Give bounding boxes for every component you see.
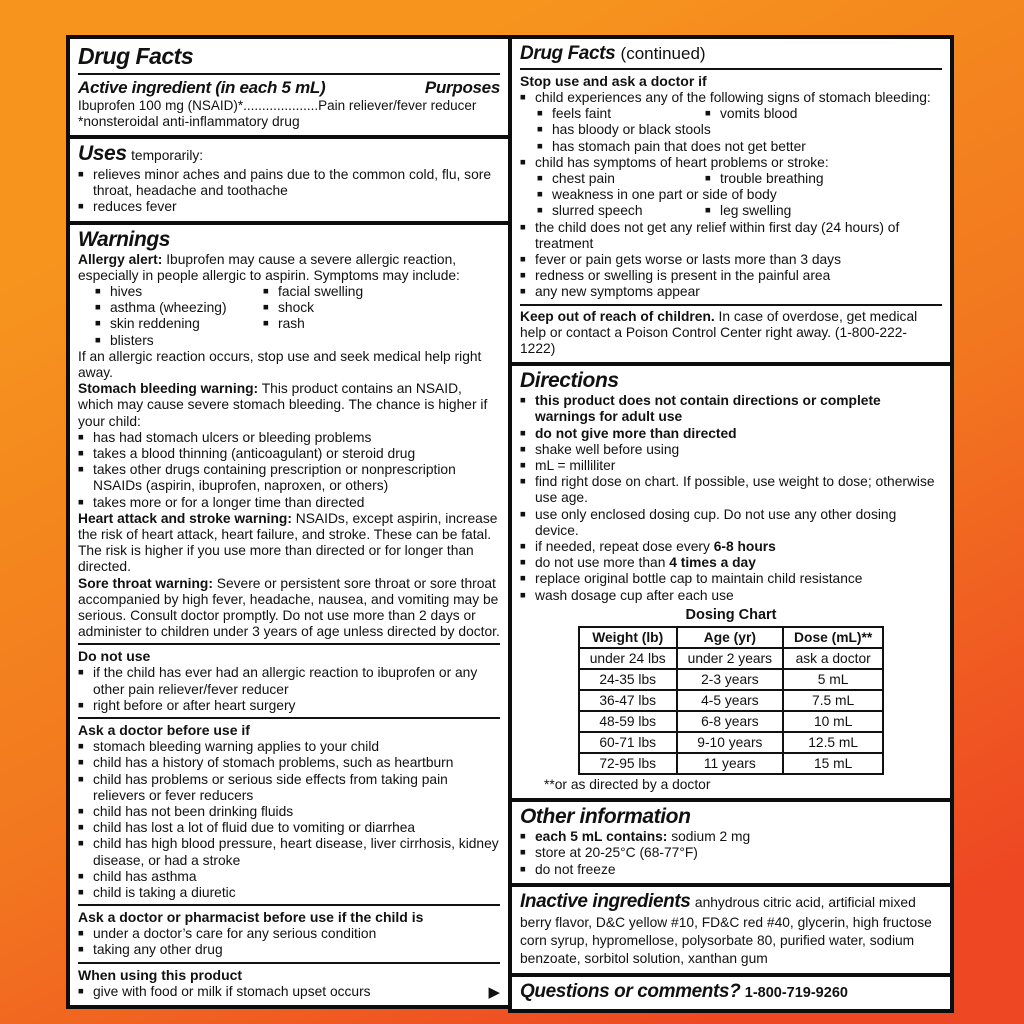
- list-item-text: use only enclosed dosing cup. Do not use any other dosing device.: [535, 506, 897, 538]
- section-uses: [66, 135, 512, 225]
- section-inactive-ingredients: [508, 883, 954, 977]
- list-item-text: do not use more than 4 times a day: [535, 555, 756, 571]
- bullet-square-icon: ■: [520, 395, 526, 407]
- list-item-pair: [95, 316, 500, 332]
- table-cell: 11 years: [677, 753, 783, 774]
- list-item-text: do not freeze: [535, 861, 616, 877]
- list-item: [520, 862, 942, 878]
- table-cell: 15 mL: [783, 753, 883, 774]
- list-item-text: any new symptoms appear: [535, 284, 700, 300]
- ask-doctor-list: [78, 739, 500, 901]
- purposes-heading: Purposes: [424, 78, 500, 97]
- bullet-square-icon: ■: [95, 302, 101, 314]
- active-ingredient-header-row: [78, 78, 500, 98]
- table-cell: 5 mL: [783, 669, 883, 690]
- list-item: [520, 845, 942, 861]
- table-cell: ask a doctor: [783, 648, 883, 669]
- keep-out-of-reach: [520, 309, 942, 358]
- table-cell: 36-47 lbs: [579, 690, 677, 711]
- list-item: [78, 446, 500, 462]
- bullet-square-icon: ■: [537, 124, 543, 136]
- list-item-text: child has symptoms of heart problems or stroke:: [535, 154, 829, 170]
- title-rule: [520, 68, 942, 70]
- paragraph: [78, 511, 500, 576]
- list-item: [537, 106, 705, 122]
- list-item-text: weakness in one part or side of body: [552, 187, 777, 203]
- list-item-text: vomits blood: [720, 106, 798, 122]
- bullet-square-icon: ■: [520, 270, 526, 282]
- list-item-text: takes other drugs containing prescription or nonprescription NSAIDs (aspirin, ibuprofen, naproxen, or others): [93, 462, 456, 494]
- bullet-square-icon: ■: [520, 508, 526, 520]
- list-item-text: taking any other drug: [93, 942, 223, 958]
- list-item: [78, 430, 500, 446]
- list-item-text: shake well before using: [535, 441, 680, 457]
- list-item-text: Allergy alert: Ibuprofen may cause a severe allergic reaction, especially in people allergic to aspirin. Symptoms may include:: [78, 251, 460, 283]
- bullet-square-icon: ■: [78, 464, 84, 476]
- list-item: [78, 836, 500, 868]
- list-item: [520, 555, 942, 571]
- uses-list: [78, 167, 500, 216]
- list-item-text: replace original bottle cap to maintain child resistance: [535, 571, 863, 587]
- ask-doctor-heading: Ask a doctor before use if: [78, 722, 250, 739]
- list-item-text: takes more or for a longer time than directed: [93, 494, 365, 510]
- list-item-text: child has a history of stomach problems, such as heartburn: [93, 755, 454, 771]
- list-item: [78, 665, 500, 697]
- bullet-square-icon: ■: [520, 443, 526, 455]
- list-item: [263, 284, 500, 300]
- list-item-text: if needed, repeat dose every 6-8 hours: [535, 539, 776, 555]
- list-item-pair: [537, 106, 942, 122]
- section-warnings: [66, 221, 512, 1009]
- bullet-square-icon: ■: [78, 757, 84, 769]
- list-item-text: this product does not contain directions or complete warnings for adult use: [535, 393, 881, 425]
- table-cell: 6-8 years: [677, 711, 783, 732]
- list-item-text: facial swelling: [278, 284, 364, 300]
- list-item-text: find right dose on chart. If possible, use weight to dose; otherwise use age.: [535, 474, 935, 506]
- do-not-use-list: [78, 665, 500, 714]
- table-cell: 60-71 lbs: [579, 732, 677, 753]
- table-cell: under 2 years: [677, 648, 783, 669]
- list-item-text: has stomach pain that does not get better: [552, 138, 806, 154]
- bullet-square-icon: ■: [78, 985, 84, 997]
- list-item: [95, 316, 263, 332]
- bullet-square-icon: ■: [78, 870, 84, 882]
- other-information-list: [520, 829, 942, 878]
- section-title-and-active-ingredient: [66, 35, 512, 139]
- list-item-text: right before or after heart surgery: [93, 697, 296, 713]
- bullet-square-icon: ■: [95, 334, 101, 346]
- table-cell: 10 mL: [783, 711, 883, 732]
- bullet-square-icon: ■: [78, 741, 84, 753]
- bullet-square-icon: ■: [78, 886, 84, 898]
- list-item-text: asthma (wheezing): [110, 300, 227, 316]
- bullet-square-icon: ■: [705, 205, 711, 217]
- table-cell: 9-10 years: [677, 732, 783, 753]
- list-item: [78, 739, 500, 755]
- dosing-chart-table: [578, 626, 885, 775]
- list-item: [263, 316, 500, 332]
- bullet-square-icon: ■: [537, 140, 543, 152]
- when-using-heading: When using this product: [78, 966, 243, 983]
- bullet-square-icon: ■: [520, 476, 526, 488]
- table-row: [579, 732, 884, 753]
- list-item-text: leg swelling: [720, 203, 792, 219]
- list-item: [78, 926, 500, 942]
- bullet-square-icon: ■: [520, 863, 526, 875]
- list-item: [520, 220, 942, 252]
- list-item: [78, 495, 500, 511]
- list-item: [78, 755, 500, 771]
- divider-rule: [78, 717, 500, 719]
- list-item-text: has had stomach ulcers or bleeding problems: [93, 429, 372, 445]
- divider-rule: [520, 304, 942, 306]
- bullet-square-icon: ■: [520, 573, 526, 585]
- bullet-square-icon: ■: [520, 831, 526, 843]
- list-item: [95, 284, 263, 300]
- paragraph: [78, 349, 500, 381]
- list-item-text: if the child has ever had an allergic reaction to ibuprofen or any other pain reliever/fever reducer: [93, 665, 478, 697]
- bullet-square-icon: ■: [537, 108, 543, 120]
- bullet-square-icon: ■: [705, 108, 711, 120]
- list-item: [78, 167, 500, 199]
- bullet-square-icon: ■: [520, 847, 526, 859]
- bullet-square-icon: ■: [78, 773, 84, 785]
- bullet-square-icon: ■: [78, 699, 84, 711]
- dot-leader: ....................: [243, 98, 319, 113]
- other-information-heading: Other information: [520, 805, 691, 829]
- bullet-square-icon: ■: [263, 302, 269, 314]
- dosing-chart-footnote: **or as directed by a doctor: [544, 776, 711, 792]
- list-item-text: child is taking a diuretic: [93, 884, 236, 900]
- table-header-cell: Age (yr): [677, 627, 783, 648]
- dosing-chart-title: Dosing Chart: [685, 606, 777, 623]
- list-item-text: do not give more than directed: [535, 425, 737, 441]
- list-item-text: rash: [278, 316, 305, 332]
- list-item-pair: [537, 203, 942, 219]
- stop-use-heading: Stop use and ask a doctor if: [520, 73, 707, 89]
- list-item-text: shock: [278, 300, 315, 316]
- uses-heading: Uses: [78, 142, 127, 165]
- list-item: [520, 284, 942, 300]
- list-item: [520, 458, 942, 474]
- list-item-text: If an allergic reaction occurs, stop use and seek medical help right away.: [78, 348, 482, 381]
- bullet-square-icon: ■: [263, 286, 269, 298]
- list-item-text: child has asthma: [93, 868, 197, 884]
- list-item: [705, 106, 942, 122]
- list-item: [520, 829, 942, 845]
- bullet-square-icon: ■: [78, 822, 84, 834]
- questions-phone-number: 1-800-719-9260: [744, 984, 848, 1001]
- paragraph: [78, 576, 500, 641]
- list-item: [78, 885, 500, 901]
- section-questions: [508, 973, 954, 1013]
- list-item-text: child experiences any of the following signs of stomach bleeding:: [535, 90, 931, 105]
- list-item: [520, 426, 942, 442]
- bullet-square-icon: ■: [537, 173, 543, 185]
- active-ingredient-heading: Active ingredient (in each 5 mL): [78, 78, 326, 97]
- list-item: [520, 539, 942, 555]
- list-item-text: feels faint: [552, 106, 612, 122]
- table-cell: 7.5 mL: [783, 690, 883, 711]
- table-cell: 4-5 years: [677, 690, 783, 711]
- list-item: [520, 393, 942, 425]
- list-item-text: has bloody or black stools: [552, 122, 711, 138]
- divider-rule: [78, 962, 500, 964]
- continued-arrow-icon: ▶: [488, 983, 500, 1001]
- list-item-text: takes a blood thinning (anticoagulant) or steroid drug: [93, 446, 416, 462]
- list-item: [263, 300, 500, 316]
- bullet-square-icon: ■: [78, 169, 84, 180]
- bullet-square-icon: ■: [520, 541, 526, 553]
- list-item-text: mL = milliliter: [535, 458, 616, 474]
- bullet-square-icon: ■: [520, 221, 526, 233]
- list-item: [520, 588, 942, 604]
- bullet-square-icon: ■: [520, 254, 526, 266]
- directions-heading: Directions: [520, 369, 619, 393]
- table-row: [579, 669, 884, 690]
- inactive-ingredients-text: anhydrous citric acid, artificial mixed berry flavor, D&C yellow #10, FD&C red #40, glycerin, high fructose corn syrup, hypromellose, polysorbate 80, purified water, sodium benzoate, sorbitol solution, xanthan gum: [520, 894, 932, 966]
- list-item: [537, 122, 942, 138]
- table-row: [579, 753, 884, 774]
- list-item-text: store at 20-25°C (68-77°F): [535, 845, 698, 861]
- bullet-square-icon: ■: [705, 173, 711, 185]
- list-item: [78, 772, 500, 804]
- list-item: [520, 268, 942, 284]
- list-item: [78, 942, 500, 958]
- list-item-text: give with food or milk if stomach upset occurs: [93, 983, 371, 999]
- drug-facts-label: [66, 35, 958, 1002]
- bullet-square-icon: ■: [78, 928, 84, 940]
- table-cell: under 24 lbs: [579, 648, 677, 669]
- bullet-square-icon: ■: [520, 92, 526, 103]
- do-not-use-heading: Do not use: [78, 648, 151, 665]
- list-item: [705, 203, 942, 219]
- list-item-text: wash dosage cup after each use: [535, 587, 734, 603]
- list-item-text: stomach bleeding warning applies to your child: [93, 739, 380, 755]
- list-item: [520, 252, 942, 268]
- list-item-pair: [95, 284, 500, 300]
- uses-heading-row: [78, 142, 500, 166]
- bullet-square-icon: ■: [78, 201, 84, 213]
- divider-rule: [78, 643, 500, 645]
- section-other-information: [508, 798, 954, 887]
- list-item: [520, 155, 942, 171]
- table-row: [579, 648, 884, 669]
- list-item-text: Heart attack and stroke warning: NSAIDs, except aspirin, increase the risk of heart attack, heart failure, and stroke. These can be fatal. The risk is higher if you use more than directed or for longer than directed.: [78, 510, 498, 575]
- title-rule: [78, 73, 500, 75]
- list-item-text: fever or pain gets worse or lasts more than 3 days: [535, 252, 841, 268]
- warnings-heading: Warnings: [78, 227, 171, 251]
- bullet-square-icon: ■: [78, 944, 84, 956]
- list-item: [78, 984, 500, 1000]
- list-item-text: each 5 mL contains: sodium 2 mg: [535, 829, 751, 845]
- paragraph: [78, 252, 500, 284]
- bullet-square-icon: ■: [263, 318, 269, 330]
- list-item-text: child has lost a lot of fluid due to vomiting or diarrhea: [93, 820, 416, 836]
- table-cell: 72-95 lbs: [579, 753, 677, 774]
- list-item: [78, 804, 500, 820]
- bullet-square-icon: ■: [78, 496, 84, 508]
- table-cell: 24-35 lbs: [579, 669, 677, 690]
- list-item: [78, 820, 500, 836]
- paragraph: [520, 309, 942, 358]
- bullet-square-icon: ■: [537, 189, 543, 201]
- table-cell: 2-3 years: [677, 669, 783, 690]
- list-item: [520, 474, 942, 506]
- when-using-list: [78, 984, 500, 1000]
- inactive-ingredients-heading: Inactive ingredients: [520, 890, 691, 912]
- list-item-text: relieves minor aches and pains due to the common cold, flu, sore throat, headache and toothache: [93, 167, 492, 199]
- list-item-text: blisters: [110, 332, 154, 348]
- list-item-text: child has problems or serious side effects from taking pain relievers or fever reducers: [93, 771, 448, 803]
- ingredient-purpose: Pain reliever/fever reducer: [318, 98, 477, 113]
- drug-facts-title-continued: Drug Facts: [520, 43, 616, 64]
- bullet-square-icon: ■: [520, 589, 526, 601]
- bullet-square-icon: ■: [520, 427, 526, 439]
- list-item: [78, 462, 500, 494]
- bullet-square-icon: ■: [520, 286, 526, 298]
- drug-facts-title: Drug Facts: [78, 43, 194, 69]
- bullet-square-icon: ■: [78, 667, 84, 679]
- list-item-text: Sore throat warning: Severe or persistent sore throat or sore throat accompanied by high fever, headache, nausea, and vomiting may be serious. Consult doctor promptly. Do not use more than 2 days or administer to children under 3 years of age unless directed by doctor.: [78, 575, 500, 640]
- stop-use-list: [520, 90, 942, 301]
- bullet-square-icon: ■: [95, 318, 101, 330]
- table-row: [579, 711, 884, 732]
- list-item: [95, 300, 263, 316]
- list-item-pair: [95, 300, 500, 316]
- list-item-pair: [537, 171, 942, 187]
- list-item: [520, 571, 942, 587]
- ingredient-name: Ibuprofen 100 mg (NSAID)*: [78, 98, 244, 113]
- list-item: [537, 171, 705, 187]
- bullet-square-icon: ■: [520, 557, 526, 569]
- ask-pharmacist-list: [78, 926, 500, 958]
- list-item: [520, 90, 942, 106]
- list-item: [520, 442, 942, 458]
- list-item: [95, 333, 500, 349]
- table-header-row: [579, 627, 884, 648]
- list-item-text: child has high blood pressure, heart disease, liver cirrhosis, kidney disease, or had a stroke: [93, 836, 499, 868]
- right-panel: [508, 35, 954, 1002]
- list-item: [537, 139, 942, 155]
- directions-list: [520, 393, 942, 604]
- bullet-square-icon: ■: [78, 838, 84, 850]
- bullet-square-icon: ■: [520, 460, 526, 472]
- ask-pharmacist-heading: Ask a doctor or pharmacist before use if the child is: [78, 909, 424, 926]
- warnings-list: [78, 252, 500, 641]
- continued-suffix: (continued): [620, 44, 706, 63]
- table-cell: 48-59 lbs: [579, 711, 677, 732]
- list-item-text: Stomach bleeding warning: This product contains an NSAID, which may cause severe stomach bleeding. The chance is higher if your child:: [78, 381, 488, 429]
- list-item-text: skin reddening: [110, 316, 200, 332]
- list-item: [537, 187, 942, 203]
- table-row: [579, 690, 884, 711]
- list-item: [78, 199, 500, 215]
- list-item-text: under a doctor’s care for any serious condition: [93, 926, 377, 942]
- section-directions: [508, 362, 954, 802]
- bullet-square-icon: ■: [78, 448, 84, 460]
- table-header-cell: Dose (mL)**: [783, 627, 883, 648]
- bullet-square-icon: ■: [537, 205, 543, 217]
- section-continued: [508, 35, 954, 366]
- uses-heading-suffix: temporarily:: [131, 148, 204, 163]
- active-ingredient-row: [78, 98, 500, 114]
- table-header-cell: Weight (lb): [579, 627, 677, 648]
- list-item: [78, 869, 500, 885]
- divider-rule: [78, 904, 500, 906]
- bullet-square-icon: ■: [520, 156, 526, 168]
- list-item-text: hives: [110, 284, 143, 300]
- list-item-text: reduces fever: [93, 199, 177, 215]
- drug-facts-continued-title: [520, 43, 942, 65]
- list-item: [537, 203, 705, 219]
- list-item-text: Keep out of reach of children. In case of overdose, get medical help or contact a Poison Control Center right away. (1-800-222-1222): [520, 308, 918, 357]
- list-item-text: slurred speech: [552, 203, 643, 219]
- list-item-text: the child does not get any relief within first day (24 hours) of treatment: [535, 219, 900, 251]
- list-item-text: chest pain: [552, 171, 615, 187]
- list-item: [520, 507, 942, 539]
- bullet-square-icon: ■: [78, 431, 84, 443]
- list-item-text: child has not been drinking fluids: [93, 803, 294, 819]
- bullet-square-icon: ■: [78, 805, 84, 817]
- questions-heading: Questions or comments?: [520, 980, 741, 1002]
- table-cell: 12.5 mL: [783, 732, 883, 753]
- paragraph: [78, 381, 500, 430]
- left-panel: [66, 35, 512, 1001]
- list-item: [78, 698, 500, 714]
- bullet-square-icon: ■: [95, 286, 101, 298]
- list-item: [705, 171, 942, 187]
- nsaid-footnote: *nonsteroidal anti-inflammatory drug: [78, 114, 300, 129]
- list-item-text: trouble breathing: [720, 171, 824, 187]
- list-item-text: redness or swelling is present in the painful area: [535, 268, 831, 284]
